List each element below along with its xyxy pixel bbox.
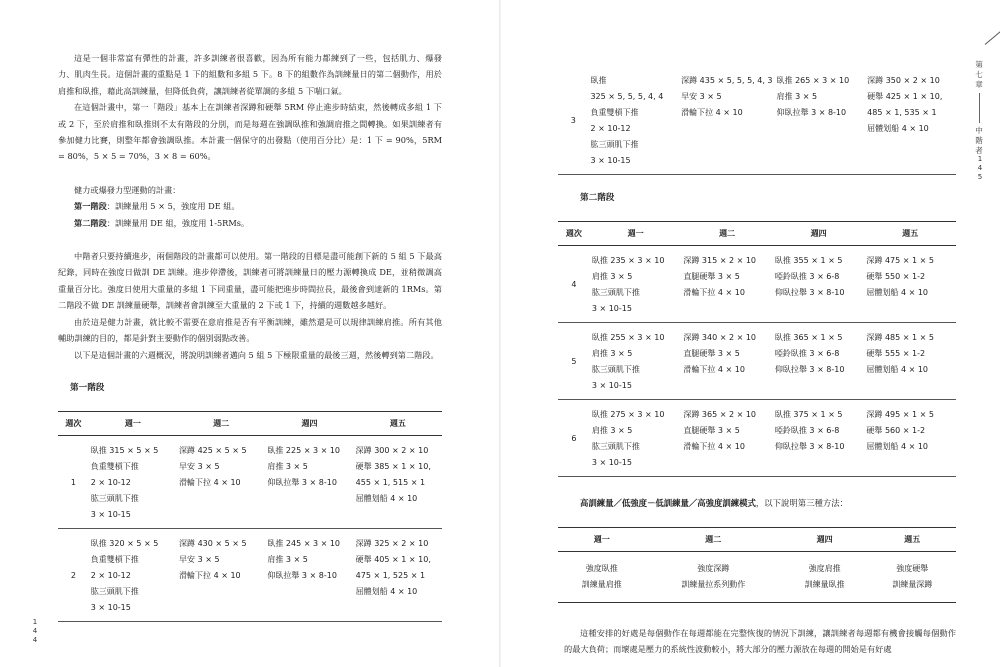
phase-summary-text: ：訓練量用 5 × 5，強度用 DE 組。: [106, 201, 240, 212]
folio-digit: 1: [32, 618, 38, 626]
exercise-line: 早安 3 × 5: [179, 461, 220, 471]
phase-summary-label: 第二階段: [74, 217, 107, 228]
col-header: 週四: [265, 411, 353, 435]
exercise-line: 3 × 10-15: [591, 458, 632, 467]
col-header: 週一: [89, 411, 177, 435]
table-row: [558, 400, 956, 477]
schedule-cell-thu: [265, 435, 353, 528]
running-head-char: 章: [975, 80, 983, 89]
exercise-line: 肩推 3 × 5: [776, 92, 818, 101]
phase-summary-1: [58, 198, 442, 214]
exercise-line: 臥推 355 × 1 × 5: [774, 256, 843, 265]
schedule-cell-fri: [864, 323, 956, 400]
exercise-line: 屈體划船 4 × 10: [867, 124, 929, 133]
exercise-line: 臥推 265 × 3 × 10: [776, 76, 850, 85]
week-cell: 2: [58, 528, 89, 621]
exercise-line: 深蹲 435 × 5, 5, 5, 4, 3: [681, 76, 773, 85]
running-head: [972, 60, 986, 156]
modes-table: [558, 527, 956, 603]
exercise-line: 仰臥拉舉 3 × 8-10: [776, 108, 847, 117]
week-cell: 3: [558, 66, 588, 175]
exercise-line: 臥推 235 × 3 × 10: [591, 256, 665, 265]
exercise-line: 臥推 315 × 5 × 5: [90, 445, 159, 455]
col-header: 週二: [646, 528, 781, 552]
exercise-line: 深蹲 485 × 1 × 5: [866, 333, 934, 342]
running-head-char: 第: [975, 60, 983, 69]
schedule-cell-tue: [681, 323, 773, 400]
col-header: 週四: [773, 222, 865, 246]
exercise-line: 滑輪下拉 4 × 10: [681, 108, 743, 117]
exercise-line: 2 × 10-12: [590, 124, 631, 133]
modes-note-bold: 高訓練量／低強度－低訓練量／高強度訓練模式: [580, 498, 756, 508]
exercise-line: 早安 3 × 5: [179, 554, 220, 564]
exercise-line: 臥推 375 × 1 × 5: [774, 410, 843, 419]
exercise-line: 深蹲 365 × 2 × 10: [683, 410, 757, 419]
schedule-cell-mon: [590, 400, 682, 477]
col-header: 週一: [558, 528, 646, 552]
exercise-line: 直腿硬舉 3 × 5: [683, 426, 740, 435]
folio-digit: 1: [977, 155, 983, 163]
col-header: 週四: [781, 528, 869, 552]
running-head-char: 者: [975, 146, 983, 155]
exercise-line: 屈體划船 4 × 10: [866, 288, 929, 297]
phase-summary-2: [58, 215, 442, 231]
exercise-line: 深蹲 315 × 2 × 10: [683, 256, 757, 265]
exercise-line: 肱三頭肌下推: [90, 586, 139, 596]
body-paragraph: 這是一個非常富有彈性的計畫，許多訓練者很喜歡，因為所有能力都練到了一些，包括肌力、爆發力、肌肉生長。這個計畫的重點是 1 下的組數和多組 5 下。8 下的組數作為訓練量日的第二個動作，用於肩推和臥推，藉此高訓練量，但降低負荷，讓訓練者從單調的多組 5 下喘口氣。: [58, 53, 442, 96]
exercise-line: 深蹲 475 × 1 × 5: [866, 256, 934, 265]
exercise-line: 肱三頭肌下推: [591, 288, 640, 297]
phase2-title: 第二階段: [580, 193, 615, 203]
exercise-line: 啞鈴臥推 3 × 6-8: [774, 272, 840, 281]
col-header: 週五: [868, 528, 956, 552]
left-page: [58, 50, 442, 622]
exercise-line: 肩推 3 × 5: [591, 272, 633, 281]
corner-mark: [985, 30, 1000, 45]
exercise-line: 滑輪下拉 4 × 10: [179, 570, 241, 580]
exercise-line: 深蹲 340 × 2 × 10: [683, 333, 757, 342]
exercise-line: 深蹲 430 × 5 × 5: [179, 538, 247, 548]
exercise-line: 肩推 3 × 5: [267, 554, 308, 564]
exercise-line: 屈體划船 4 × 10: [355, 586, 418, 596]
exercise-line: 深蹲 300 × 2 × 10: [355, 445, 429, 455]
schedule-cell-tue: [177, 435, 265, 528]
page-number-left: [30, 618, 40, 645]
col-header: 週五: [864, 222, 956, 246]
phase1-table-continued: [558, 66, 956, 175]
schedule-cell-fri: [864, 400, 956, 477]
exercise-line: 肱三頭肌下推: [590, 140, 639, 149]
table-row: [558, 246, 956, 323]
table-row: [58, 435, 442, 528]
phase-summary-text: ：訓練量用 DE 組，強度用 1-5RMs。: [106, 217, 250, 228]
exercise-line: 仰臥拉舉 3 × 8-10: [267, 477, 337, 487]
col-header: 週次: [558, 222, 590, 246]
closing-paragraph: 這種安排的好處是每個動作在每週都能在完整恢復的情況下訓練，讓訓練者每週都有機會接觸每個動作的最大負荷；而壞處是壓力的系統性波動較小，將大部分的壓力源放在每週的開始是有好處: [564, 628, 956, 655]
exercise-line: 仰臥拉舉 3 × 8-10: [774, 442, 845, 451]
col-header: 週次: [58, 411, 89, 435]
phase1-table: [58, 411, 442, 622]
exercise-line: 325 × 5, 5, 5, 4, 4: [590, 92, 664, 101]
exercise-line: 3 × 10-15: [590, 156, 631, 165]
exercise-line: 2 × 10-12: [90, 477, 131, 487]
exercise-line: 屈體划船 4 × 10: [355, 493, 418, 503]
table-row: [58, 528, 442, 621]
exercise-line: 硬舉 560 × 1-2: [866, 426, 926, 435]
modes-cell: 強度硬舉 訓練量深蹲: [868, 552, 956, 603]
exercise-line: 屈體划船 4 × 10: [866, 365, 929, 374]
schedule-cell-tue: [679, 66, 774, 175]
exercise-line: 臥推 365 × 1 × 5: [774, 333, 843, 342]
schedule-cell-mon: [89, 435, 177, 528]
exercise-line: 直腿硬舉 3 × 5: [683, 272, 740, 281]
modes-cell: 強度深蹲 訓練量拉系列動作: [646, 552, 781, 603]
running-head-char: 階: [975, 136, 983, 145]
week-cell: 1: [58, 435, 89, 528]
running-head-char: 中: [975, 126, 983, 135]
schedule-cell-tue: [681, 400, 773, 477]
col-header: 週二: [177, 411, 265, 435]
folio-digit: 5: [977, 173, 983, 181]
exercise-line: 3 × 10-15: [591, 381, 632, 390]
exercise-line: 滑輪下拉 4 × 10: [683, 288, 745, 297]
exercise-line: 早安 3 × 5: [681, 92, 722, 101]
exercise-line: 硬舉 550 × 1-2: [866, 272, 926, 281]
exercise-line: 硬舉 405 × 1 × 10,: [355, 554, 431, 564]
phase1-title: 第一階段: [70, 382, 105, 393]
exercise-line: 3 × 10-15: [90, 602, 131, 612]
exercise-line: 屈體划船 4 × 10: [866, 442, 929, 451]
exercise-line: 2 × 10-12: [90, 570, 131, 580]
week-cell: 5: [558, 323, 590, 400]
schedule-cell-thu: [773, 400, 865, 477]
exercise-line: 啞鈴臥推 3 × 6-8: [774, 349, 840, 358]
schedule-cell-mon: [89, 528, 177, 621]
exercise-line: 滑輪下拉 4 × 10: [683, 442, 745, 451]
exercise-line: 負重雙槓下推: [90, 554, 139, 564]
running-head-rule: [979, 93, 980, 123]
schedule-cell-thu: [773, 246, 865, 323]
exercise-line: 3 × 10-15: [90, 509, 131, 519]
week-cell: 6: [558, 400, 590, 477]
phase2-table: [558, 221, 956, 477]
schedule-cell-fri: [865, 66, 956, 175]
exercise-line: 負重雙槓下推: [590, 108, 639, 117]
exercise-line: 直腿硬舉 3 × 5: [683, 349, 740, 358]
exercise-line: 臥推: [590, 76, 607, 85]
schedule-cell-thu: [265, 528, 353, 621]
col-header: 週二: [681, 222, 773, 246]
exercise-line: 深蹲 495 × 1 × 5: [866, 410, 934, 419]
exercise-line: 肱三頭肌下推: [591, 442, 640, 451]
folio-digit: 4: [32, 636, 38, 644]
page-number-right: [975, 155, 985, 182]
exercise-line: 肩推 3 × 5: [591, 426, 633, 435]
page-gutter: [499, 0, 501, 667]
schedule-cell-thu: [773, 323, 865, 400]
schedule-cell-thu: [775, 66, 866, 175]
modes-note-rest: ，以下說明第三種方法：: [755, 498, 848, 508]
modes-note: [558, 497, 956, 509]
exercise-line: 仰臥拉舉 3 × 8-10: [774, 365, 845, 374]
exercise-line: 3 × 10-15: [591, 304, 632, 313]
exercise-line: 455 × 1, 515 × 1: [355, 477, 426, 487]
schedule-cell-mon: [590, 323, 682, 400]
running-head-char: 七: [975, 70, 983, 79]
exercise-line: 臥推 245 × 3 × 10: [267, 538, 341, 548]
right-page: [558, 66, 956, 658]
exercise-line: 肱三頭肌下推: [591, 365, 640, 374]
exercise-line: 滑輪下拉 4 × 10: [683, 365, 745, 374]
exercise-line: 負重雙槓下推: [90, 461, 139, 471]
exercise-line: 啞鈴臥推 3 × 6-8: [774, 426, 840, 435]
folio-digit: 4: [977, 164, 983, 172]
exercise-line: 肩推 3 × 5: [591, 349, 633, 358]
exercise-line: 仰臥拉舉 3 × 8-10: [774, 288, 845, 297]
body-paragraph: 由於這是健力計畫，就比較不需要在意肩推是否有平衡訓練，雖然還是可以規律訓練肩推。所有其他輔助訓練的目的，都是針對主要動作的個別弱點改善。: [58, 316, 442, 344]
exercise-line: 臥推 225 × 3 × 10: [267, 445, 341, 455]
exercise-line: 485 × 1, 535 × 1: [867, 108, 937, 117]
table-row: [558, 66, 956, 175]
schedule-cell-tue: [681, 246, 773, 323]
exercise-line: 硬舉 385 × 1 × 10,: [355, 461, 431, 471]
exercise-line: 臥推 275 × 3 × 10: [591, 410, 665, 419]
week-cell: 4: [558, 246, 590, 323]
col-header: 週一: [590, 222, 682, 246]
modes-cell: 強度臥推 訓練量肩推: [558, 552, 646, 603]
schedule-cell-fri: [354, 528, 442, 621]
exercise-line: 仰臥拉舉 3 × 8-10: [267, 570, 337, 580]
exercise-line: 深蹲 425 × 5 × 5: [179, 445, 247, 455]
modes-cell: 強度肩推 訓練量臥推: [781, 552, 869, 603]
exercise-line: 肱三頭肌下推: [90, 493, 139, 503]
exercise-line: 深蹲 325 × 2 × 10: [355, 538, 429, 548]
body-paragraph: 在這個計畫中，第一「階段」基本上在訓練者深蹲和硬舉 5RM 停止進步時結束，然後轉成多組 1 下或 2 下，至於肩推和臥推則不太有階段的分別，而是每週在強調臥推和強調肩推之間轉換。如果訓練者有參加健力比賽，則整年都會強調臥推。本計畫一個保守的出發點（使用百分比）是：1 下 = 90%，5RM = 80%，5 × 5 = 70%，3 × 8 = 60%。: [58, 102, 442, 162]
table-row: [558, 323, 956, 400]
exercise-line: 肩推 3 × 5: [267, 461, 308, 471]
folio-digit: 4: [32, 627, 38, 635]
exercise-line: 硬舉 555 × 1-2: [866, 349, 926, 358]
exercise-line: 475 × 1, 525 × 1: [355, 570, 426, 580]
col-header: 週五: [354, 411, 442, 435]
exercise-line: 滑輪下拉 4 × 10: [179, 477, 241, 487]
section-heading: 健力或爆發力型運動的計畫：: [74, 184, 181, 195]
exercise-line: 臥推 255 × 3 × 10: [591, 333, 665, 342]
phase-summary-label: 第一階段: [74, 201, 107, 212]
schedule-cell-fri: [354, 435, 442, 528]
exercise-line: 硬舉 425 × 1 × 10,: [867, 92, 943, 101]
schedule-cell-tue: [177, 528, 265, 621]
body-paragraph: 以下是這個計畫的六週概況，將說明訓練者邁向 5 組 5 下極限重量的最後三週，然後轉到第二階段。: [74, 349, 439, 360]
schedule-cell-fri: [864, 246, 956, 323]
body-paragraph: 中階者只要持續進步，兩個階段的計畫都可以使用。第一階段的目標是盡可能創下新的 5 組 5 下最高紀錄，同時在強度日做訓 DE 訓練。進步停滯後，訓練者可將訓練量日的壓力源轉換成 DE，並稍微調高重量百分比。強度日使用大重量的多組 1 下同重量，盡可能把進步時間拉長，最後會到達新的 1RMs。第二階段不做 DE 訓練量硬舉，訓練者會訓練至大重量的 2 下或 1 下，持續的週數越多越好。: [58, 251, 442, 311]
schedule-cell-mon: [590, 246, 682, 323]
exercise-line: 深蹲 350 × 2 × 10: [867, 76, 940, 85]
schedule-cell-mon: [588, 66, 679, 175]
exercise-line: 臥推 320 × 5 × 5: [90, 538, 159, 548]
